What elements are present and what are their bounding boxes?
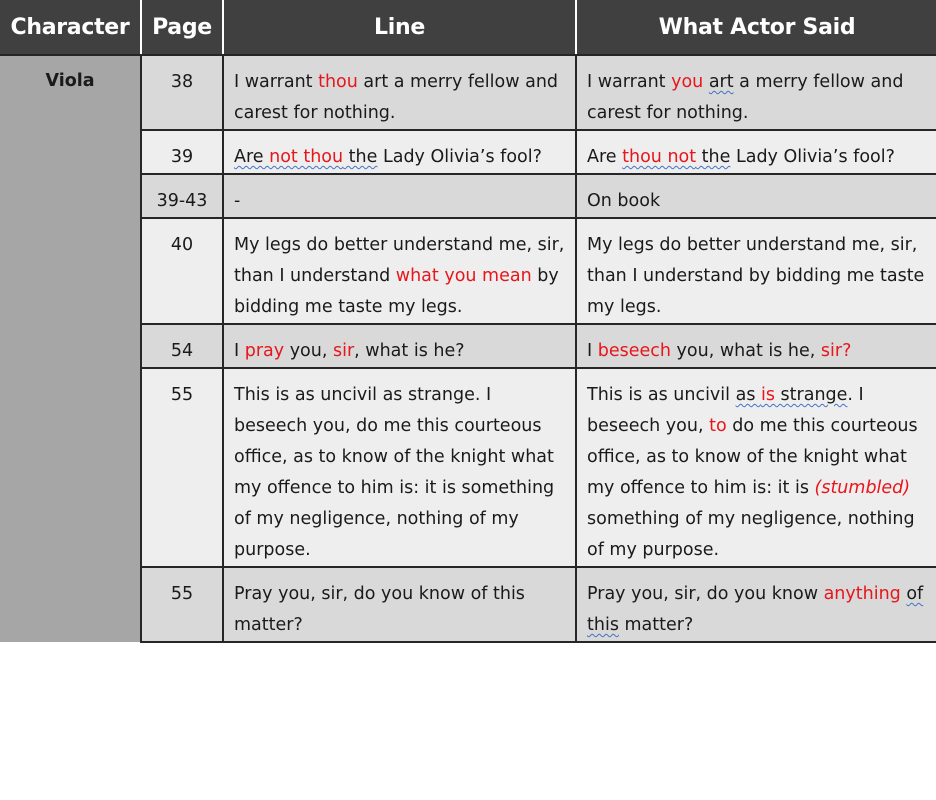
- text-segment: I: [587, 341, 598, 361]
- actor-said-cell: [576, 567, 936, 642]
- text-segment: My legs do better understand me, sir, than I understand by bidding me taste my legs.: [587, 235, 925, 317]
- header-character: Character: [0, 0, 141, 55]
- table-row: [0, 174, 936, 218]
- text-segment: This is as uncivil as strange. I beseech you, do me this courteous office, as to know of the knight what my offence to him is: it is something of my negligence, nothing of my purpose.: [234, 385, 555, 560]
- text-segment: Lady Olivia’s fool?: [377, 147, 542, 167]
- spellcheck-underlined-text: the: [343, 147, 378, 167]
- page-cell: 39-43: [141, 174, 223, 218]
- original-line-cell: [223, 218, 576, 324]
- text-segment: Pray you, sir, do you know of this matter?: [234, 584, 525, 635]
- highlighted-difference: sir?: [820, 341, 852, 361]
- original-line-cell: [223, 174, 576, 218]
- spellcheck-underlined-text: art: [708, 72, 734, 92]
- text-segment: -: [234, 191, 241, 211]
- highlighted-difference: (stumbled): [814, 478, 911, 498]
- table-row: [0, 218, 936, 324]
- text-segment: by bidding me taste my legs.: [234, 266, 559, 317]
- table-row: [0, 368, 936, 567]
- text-segment: I: [234, 341, 245, 361]
- highlighted-difference: anything: [823, 584, 901, 604]
- table-row: [0, 55, 936, 130]
- original-line-cell: [223, 55, 576, 130]
- spellcheck-underlined-text: as: [735, 385, 761, 405]
- original-line-cell: [223, 567, 576, 642]
- highlighted-difference: you: [671, 72, 704, 92]
- table-body: [0, 55, 936, 642]
- table-row: [0, 130, 936, 174]
- original-line-cell: [223, 368, 576, 567]
- highlighted-difference: what you mean: [395, 266, 532, 286]
- character-cell: Viola: [0, 55, 141, 642]
- header-line: Line: [223, 0, 576, 55]
- header-page: Page: [141, 0, 223, 55]
- text-segment: a merry fellow and carest for nothing.: [587, 72, 904, 123]
- spellcheck-underlined-text: Are: [234, 147, 270, 167]
- text-segment: Are: [587, 147, 623, 167]
- text-segment: art a merry fellow and carest for nothing.: [234, 72, 559, 123]
- text-segment: something of my negligence, nothing of my purpose.: [587, 509, 915, 560]
- table-header: [0, 0, 936, 55]
- actor-said-cell: [576, 55, 936, 130]
- table-row: [0, 324, 936, 368]
- spellcheck-underlined-text: the: [696, 147, 731, 167]
- actor-said-cell: [576, 218, 936, 324]
- text-segment: , what is he?: [354, 341, 465, 361]
- spellcheck-underlined-text: of this: [587, 584, 924, 635]
- highlighted-difference: pray: [244, 341, 285, 361]
- highlighted-difference: not thou: [269, 147, 344, 167]
- actor-said-cell: [576, 174, 936, 218]
- highlighted-difference: beseech: [597, 341, 671, 361]
- text-segment: you,: [284, 341, 333, 361]
- text-segment: do me this courteous office, as to know of the knight what my offence to him is: it is: [587, 416, 918, 498]
- page-cell: 40: [141, 218, 223, 324]
- page-cell: 54: [141, 324, 223, 368]
- actor-said-cell: [576, 324, 936, 368]
- text-segment: This is as uncivil: [587, 385, 736, 405]
- text-segment: Lady Olivia’s fool?: [730, 147, 895, 167]
- page-cell: 39: [141, 130, 223, 174]
- header-row: [0, 0, 936, 55]
- header-what-actor-said: What Actor Said: [576, 0, 936, 55]
- text-segment: I warrant: [587, 72, 672, 92]
- text-segment: . I beseech you,: [587, 385, 864, 436]
- highlighted-difference: thou not: [622, 147, 697, 167]
- page-cell: 38: [141, 55, 223, 130]
- original-line-cell: [223, 130, 576, 174]
- text-segment: matter?: [618, 615, 694, 635]
- highlighted-difference: to: [709, 416, 727, 436]
- page-cell: 55: [141, 368, 223, 567]
- text-segment: My legs do better understand me, sir, than I understand: [234, 235, 565, 286]
- highlighted-difference: thou: [318, 72, 358, 92]
- highlighted-difference: sir: [332, 341, 355, 361]
- text-segment: On book: [587, 191, 661, 211]
- text-segment: you, what is he,: [670, 341, 821, 361]
- page-cell: 55: [141, 567, 223, 642]
- text-segment: Pray you, sir, do you know: [587, 584, 824, 604]
- original-line-cell: [223, 324, 576, 368]
- highlighted-difference: is: [761, 385, 775, 405]
- actor-said-cell: [576, 130, 936, 174]
- text-segment: I warrant: [234, 72, 319, 92]
- spellcheck-underlined-text: strange: [774, 385, 848, 405]
- actor-said-cell: [576, 368, 936, 567]
- table-row: [0, 567, 936, 642]
